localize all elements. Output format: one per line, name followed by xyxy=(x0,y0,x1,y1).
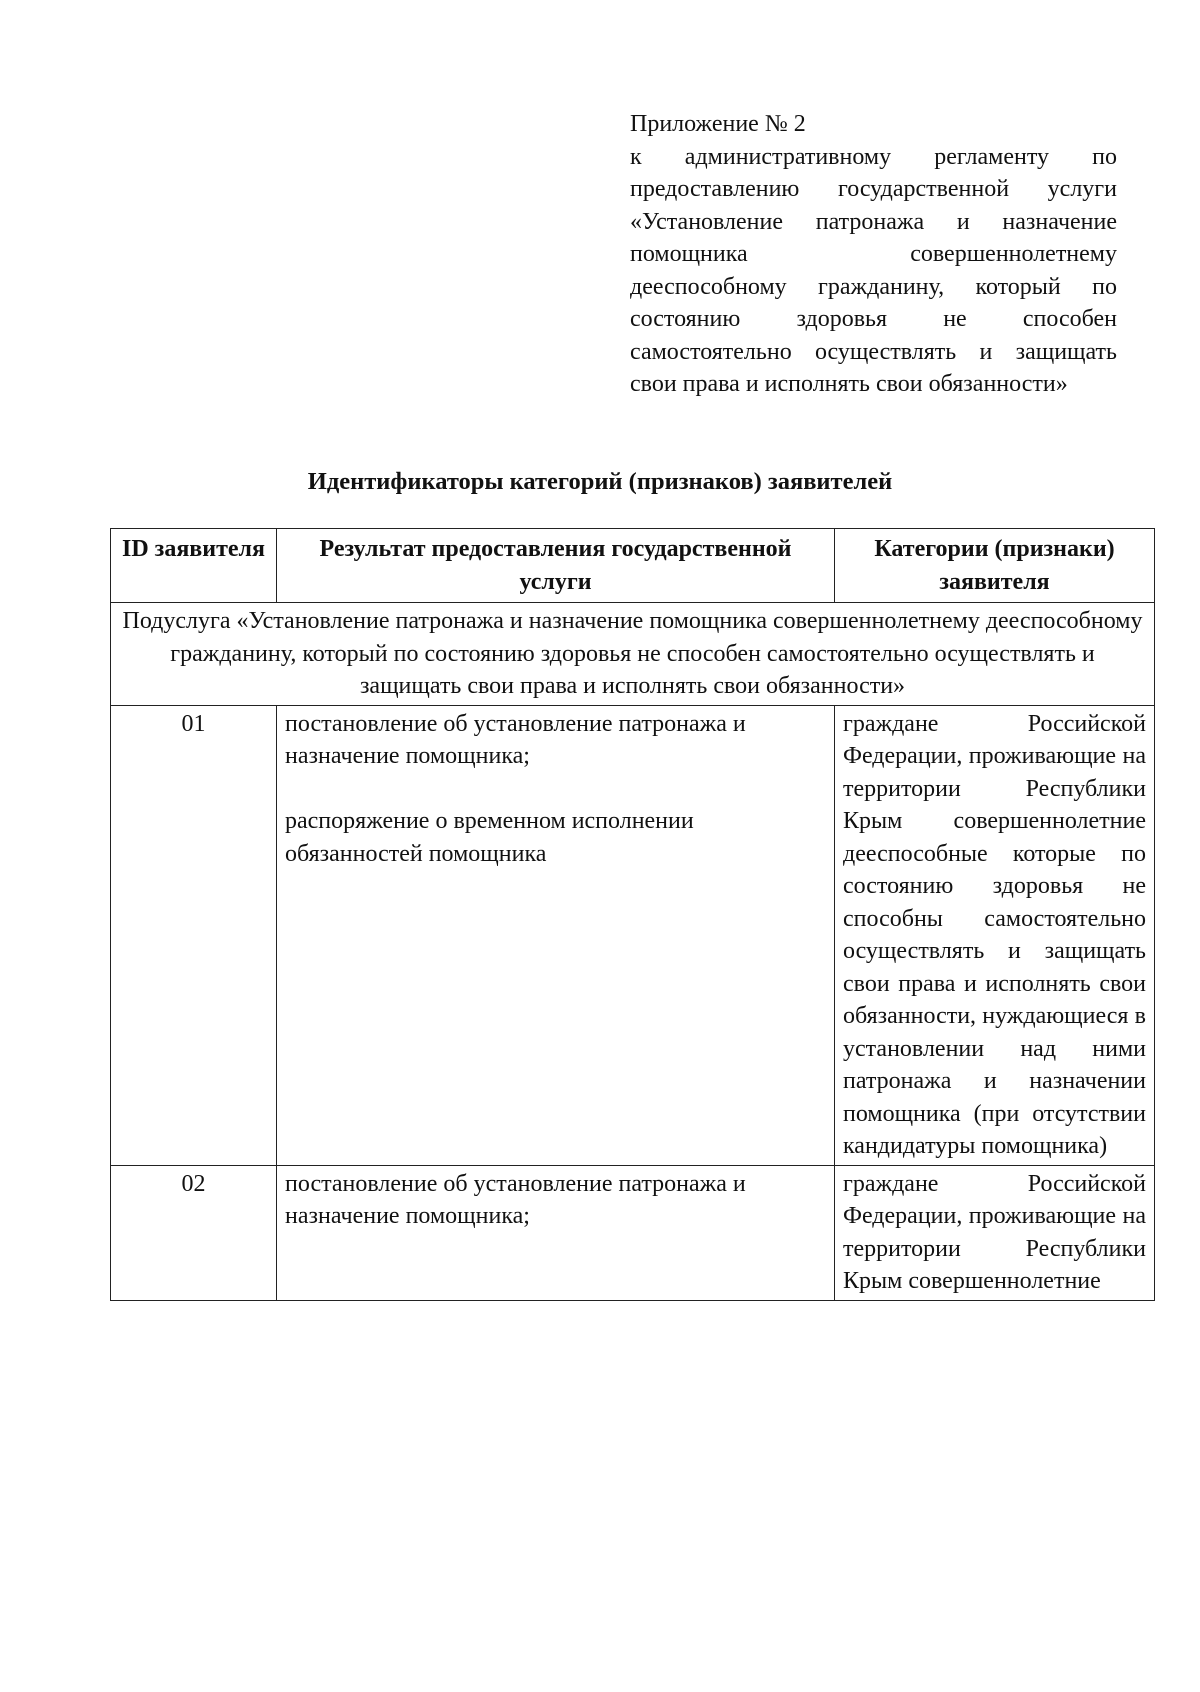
header-category: Категории (признаки) заявителя xyxy=(835,529,1155,603)
header-result: Результат предоставления государственной услуги xyxy=(277,529,835,603)
result-item: постановление об установление патронажа и назначение помощника; xyxy=(285,1170,746,1229)
row-category: граждане Российской Федерации, проживающие на территории Республики Крым совершеннолетние дееспособные которые по состоянию здоровья не способны самостоятельно осуществлять и защищать свои права и исполнять свои обязанности, нуждающиеся в установлении над ними патронажа и назначении помощника (при отсутствии кандидатуры помощника) xyxy=(835,705,1155,1165)
applicant-ids-table xyxy=(110,528,1155,1301)
table-header-row xyxy=(111,529,1155,603)
subservice-row xyxy=(111,603,1155,706)
appendix-heading: Приложение № 2 xyxy=(630,111,806,137)
row-results xyxy=(277,705,835,1165)
appendix-block xyxy=(630,108,1117,401)
row-results xyxy=(277,1165,835,1300)
result-item: распоряжение о временном исполнении обязанностей помощника xyxy=(285,808,694,867)
row-id: 02 xyxy=(111,1165,277,1300)
result-spacer xyxy=(285,773,826,806)
subservice-title: Подуслуга «Установление патронажа и назначение помощника совершеннолетнему дееспособному гражданину, который по состоянию здоровья не способен самостоятельно осуществлять и защищать свои права и исполнять свои обязанности» xyxy=(111,603,1155,706)
header-id: ID заявителя xyxy=(111,529,277,603)
appendix-body: к административному регламенту по предоставлению государственной услуги «Установление патронажа и назначение помощника совершеннолетнему дееспособному гражданину, который по состоянию здоровья не способен самостоятельно осуществлять и защищать свои права и исполнять свои обязанности» xyxy=(630,143,1117,397)
table-row xyxy=(111,705,1155,1165)
document-title: Идентификаторы категорий (признаков) заявителей xyxy=(307,468,893,495)
row-category: граждане Российской Федерации, проживающие на территории Республики Крым совершеннолетние xyxy=(835,1165,1155,1300)
table-row xyxy=(111,1165,1155,1300)
row-id: 01 xyxy=(111,705,277,1165)
result-item: постановление об установление патронажа и назначение помощника; xyxy=(285,710,746,769)
